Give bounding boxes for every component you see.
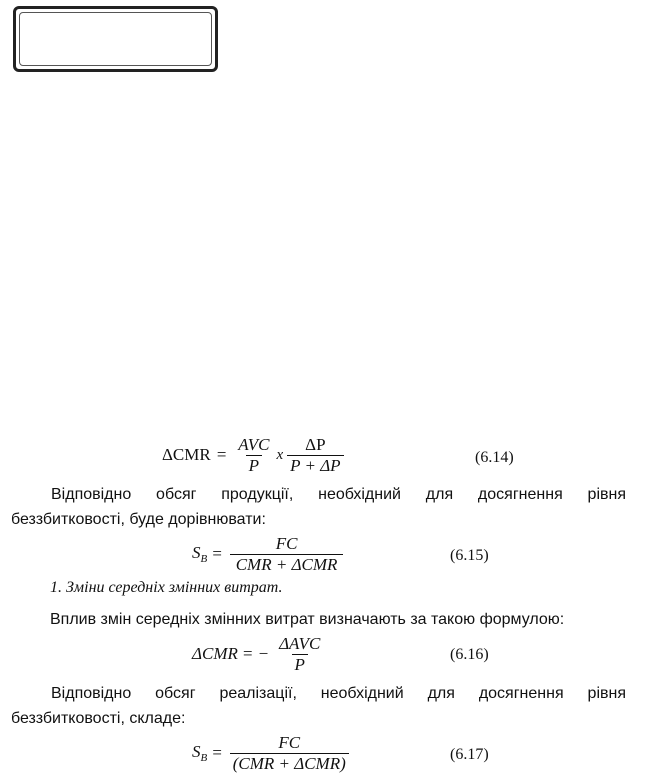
- formula-6-17-equals: =: [211, 743, 223, 763]
- formula-6-14-fraction-1-numerator: AVC: [238, 435, 270, 454]
- formula-6-15: [192, 535, 346, 574]
- formula-6-15-lhs: $S_B$: [192, 543, 208, 566]
- paragraph-3-line-2: беззбитковості, складе:: [11, 710, 186, 727]
- formula-6-17-denominator: (CMR + ΔCMR): [230, 753, 349, 773]
- formula-6-14-equals: =: [215, 445, 228, 465]
- formula-6-14-fraction-1: [235, 436, 272, 475]
- formula-6-15-fraction: [230, 535, 344, 574]
- paragraph-3-line-1: Відповідно обсяг реалізації, необхідний для досягнення рівня: [51, 685, 626, 702]
- formula-6-16-numerator: ΔAVC: [279, 634, 321, 653]
- formula-6-14-fraction-1-denominator: P: [246, 455, 262, 475]
- formula-6-14-lhs: ΔCMR: [162, 445, 211, 465]
- formula-6-14-fraction-2-denominator: P + ΔP: [287, 455, 343, 475]
- formula-6-14-fraction-2: [287, 436, 343, 475]
- formula-6-15-numerator: FC: [275, 534, 298, 553]
- formula-6-17-numerator: FC: [278, 733, 301, 752]
- formula-6-17: [192, 734, 352, 773]
- formula-6-14-number: (6.14): [475, 449, 514, 466]
- formula-6-16-fraction: [276, 635, 323, 674]
- paragraph-1-line-1: Відповідно обсяг продукції, необхідний для досягнення рівня: [51, 486, 626, 503]
- formula-6-14-fraction-2-numerator: ΔP: [305, 435, 326, 454]
- formula-6-15-equals: =: [211, 544, 223, 564]
- formula-6-15-denominator: CMR + ΔCMR: [230, 554, 344, 574]
- paragraph-1-line-2: беззбитковості, буде дорівнювати:: [11, 511, 266, 528]
- paragraph-2: Вплив змін середніх змінних витрат визначають за такою формулою:: [50, 611, 565, 628]
- formula-6-17-number: (6.17): [450, 746, 489, 763]
- formula-6-16-denominator: P: [292, 654, 308, 674]
- formula-6-15-number: (6.15): [450, 547, 489, 564]
- formula-6-17-lhs: $S_B$: [192, 742, 208, 765]
- formula-6-16-number: (6.16): [450, 646, 489, 663]
- formula-6-16-equals: = −: [241, 644, 270, 664]
- formula-6-16: [192, 635, 326, 674]
- formula-6-14: [162, 436, 347, 475]
- formula-6-17-fraction: [230, 734, 349, 773]
- section-heading-1: 1. Зміни середніх змінних витрат.: [50, 579, 283, 596]
- page-corner-frame: [13, 6, 218, 72]
- formula-6-16-lhs: ΔCMR: [192, 644, 238, 664]
- formula-6-14-times: x: [276, 446, 284, 463]
